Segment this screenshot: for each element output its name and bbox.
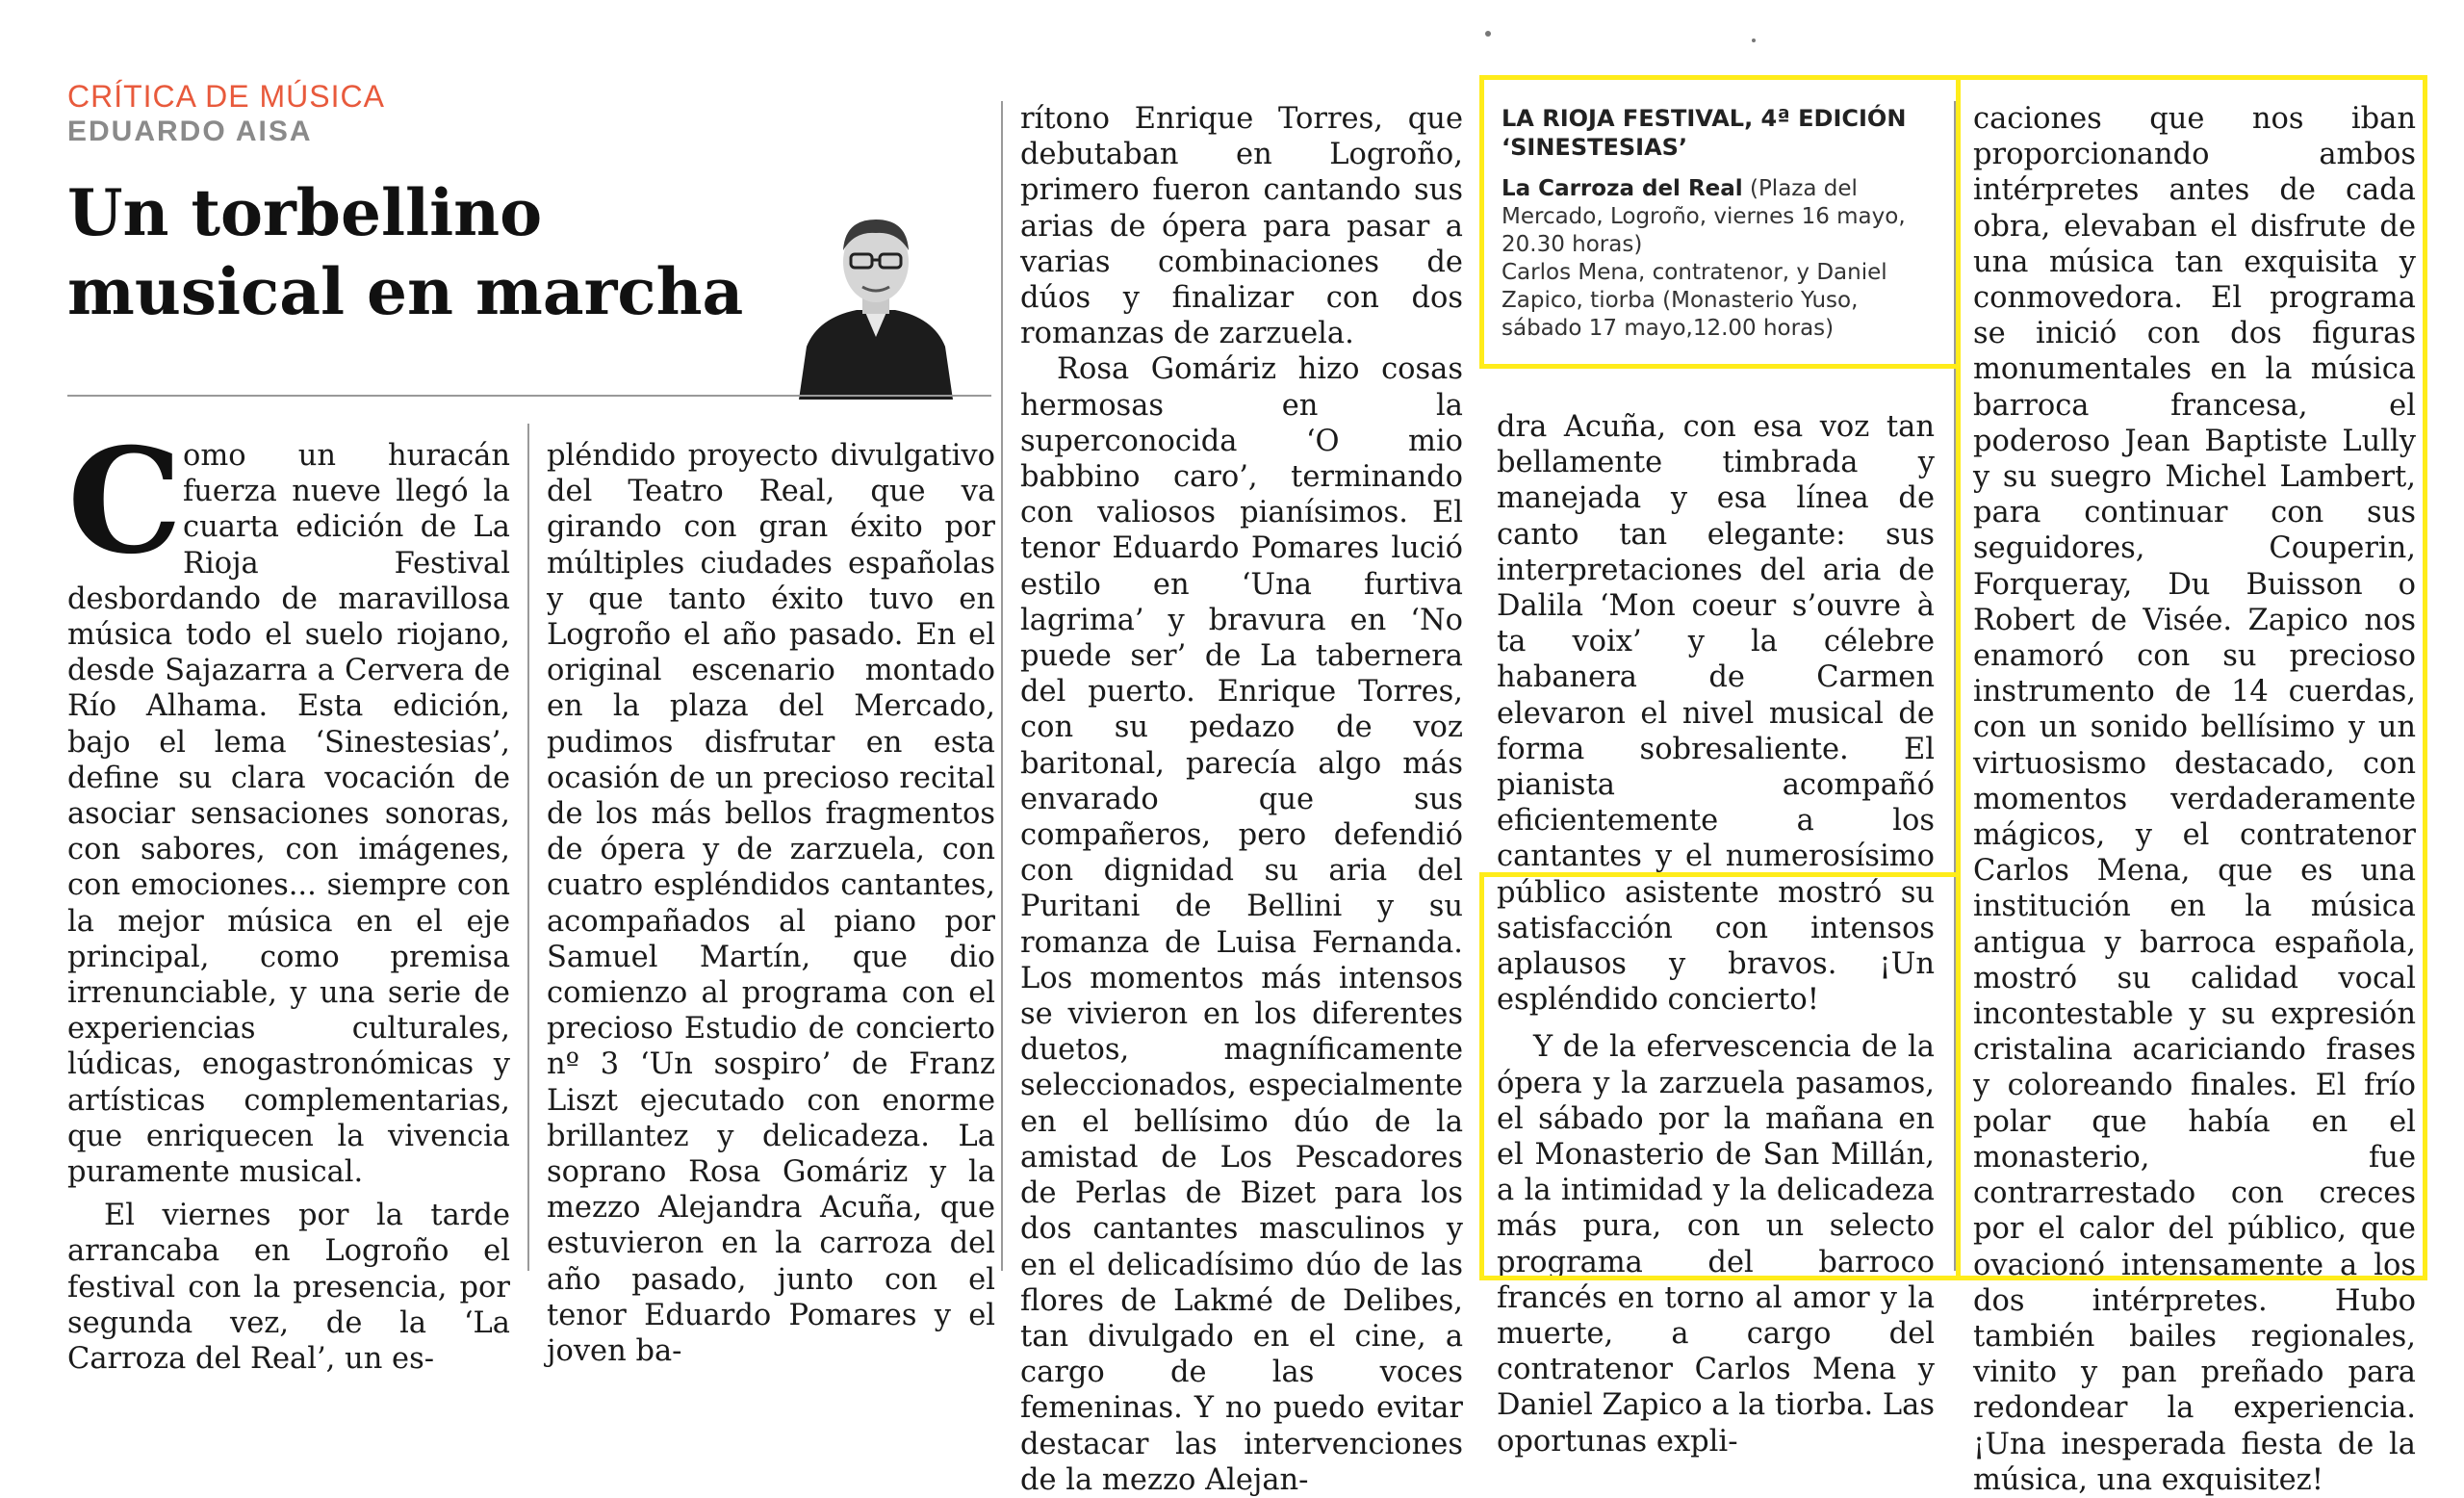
column-rule [527, 424, 529, 1271]
scan-speck [1752, 39, 1756, 42]
highlight-box-column-4-top [1479, 364, 1961, 872]
paragraph: caciones que nos iban proporcionando ambos intérpretes antes de cada obra, elevaban el disfrute de una música tan exquisita y conmovedora. El programa se inició con dos figuras monumentales en la música barroca francesa, el poderoso Jean Baptiste Lully y su suegro Michel Lambert, para continuar con sus seguidores, Couperin, Forqueray, Du Buisson o Robert de Visée. Zapico nos enamoró con su precioso instrumento de 14 cuerdas, con un sonido bellísimo y un virtuosismo destacado, con momentos verdaderamente mágicos, y el contratenor Carlos Mena, que es una institución en la música antigua y barroca española, mostró su calidad vocal incontestable y su expresión cristalina acariciando frases y coloreando finales. El frío polar que había en el monasterio, fue contrarrestado con creces por el calor del público, que ovacionó intensamente a los dos intérpretes. Hubo también bailes regionales, vinito y pan preñado para redondear la experiencia. ¡Una inesperada fiesta de la música, una exquisitez! [1973, 102, 2416, 1497]
highlight-box-infobox [1479, 75, 1961, 369]
venue-name: La Carroza del Real [1502, 176, 1743, 201]
header-rule [67, 395, 991, 397]
paragraph: dra Acuña, con esa voz tan bellamente timbrada y manejada y esa línea de canto tan elegante: sus interpretaciones del aria de Dalila ‘Mon coeur s’ouvre à ta voix’ y la célebre habanera de Carmen elevaron el nivel musical de forma sobresaliente. El pianista acompañó eficientemente a los cantantes y el numerosísimo público asistente mostró su satisfacción con intensos aplausos y bravos. ¡Un espléndido concierto! [1497, 410, 1935, 1018]
paragraph: omo un huracán fuerza nueve llegó la cuarta edición de La Rioja Festival desbordando de maravillosa música todo el suelo riojano, desde Sajazarra a Cervera de Río Alhama. Esta edición, bajo el lema ‘Sinestesias’, define su clara vocación de asociar sensaciones sonoras, con sabores, con imágenes, con emociones... siempre con la mejor música en el eje principal, como premisa irrenunciable, y una serie de experiencias culturales, lúdicas, enogastronómicas y artísticas complementarias, que enriquecen la vivencia puramente musical. [67, 439, 510, 1190]
column-3 [1020, 101, 1463, 1498]
highlight-box-column-4-bottom [1479, 872, 1961, 1280]
paragraph: Y de la efervescencia de la ópera y la zarzuela pasamos, el sábado por la mañana en el Monasterio de San Millán, a la intimidad y la delicadeza más pura, con un selecto programa del barroco francés en torno al amor y la muerte, a cargo del contratenor Carlos Mena y Daniel Zapico a la tiorba. Las oportunas expli- [1497, 1030, 1935, 1459]
column-1 [67, 417, 510, 1377]
venue-detail: (Plaza del Mercado, Logroño, viernes 16 mayo, 20.30 horas) [1502, 176, 1906, 257]
scan-speck [1485, 31, 1491, 37]
section-kicker: CRÍTICA DE MÚSICA [67, 79, 385, 114]
info-box-event-2: Carlos Mena, contratenor, y Daniel Zapico, tiorba (Monasterio Yuso, sábado 17 mayo,12.00 horas) [1502, 260, 1887, 341]
drop-cap: C [67, 417, 183, 586]
column-2 [547, 438, 995, 1369]
author-name: EDUARDO AISA [67, 116, 313, 147]
info-box-title: LA RIOJA FESTIVAL, 4ª EDICIÓN ‘SINESTESIAS’ [1502, 105, 1907, 161]
highlight-box-column-5 [1956, 75, 2427, 1280]
paragraph: Rosa Gomáriz hizo cosas hermosas en la superconocida ‘O mio babbino caro’, terminando con valiosos pianísimos. El tenor Eduardo Pomares lució estilo en ‘Una furtiva lagrima’ y bravura en ‘No puede ser’ de La tabernera del puerto. Enrique Torres, con su pedazo de voz baritonal, parecía algo más envarado que sus compañeros, pero defendió con dignidad su aria del Puritani de Bellini y su romanza de Luisa Fernanda. Los momentos más intensos se vivieron en los diferentes duetos, magníficamente seleccionados, especialmente en el bellísimo dúo de la amistad de Los Pescadores de Perlas de Bizet para los dos cantantes masculinos y en el delicadísimo dúo de las flores de Lakmé de Delibes, tan divulgado en el cine, a cargo de las voces femeninas. Y no puedo evitar destacar las intervenciones de la mezzo Alejan- [1020, 352, 1463, 1497]
paragraph: pléndido proyecto divulgativo del Teatro Real, que va girando con gran éxito por múltiples ciudades españolas y que tanto éxito tuvo en Logroño el año pasado. En el original escenario montado en la plaza del Mercado, pudimos disfrutar en esta ocasión de un precioso recital de los más bellos fragmentos de ópera y de zarzuela, con cuatro espléndidos cantantes, acompañados al piano por Samuel Martín, que dio comienzo al programa con el precioso Estudio de concierto nº 3 ‘Un sospiro’ de Franz Liszt ejecutado con enorme brillantez y delicadeza. La soprano Rosa Gomáriz y la mezzo Alejandra Acuña, que estuvieron en la carroza del año pasado, junto con el tenor Eduardo Pomares y el joven ba- [547, 439, 995, 1369]
paragraph: El viernes por la tarde arrancaba en Logroño el festival con la presencia, por segunda vez, de la ‘La Carroza del Real’, un es- [67, 1199, 510, 1377]
paragraph: rítono Enrique Torres, que debutaban en Logroño, primero fueron cantando sus arias de ópera para pasar a varias combinaciones de dúos y finalizar con dos romanzas de zarzuela. [1020, 102, 1463, 351]
column-rule [1001, 101, 1003, 1271]
headline: Un torbellino musical en marcha [67, 175, 744, 329]
author-photo [789, 202, 962, 400]
